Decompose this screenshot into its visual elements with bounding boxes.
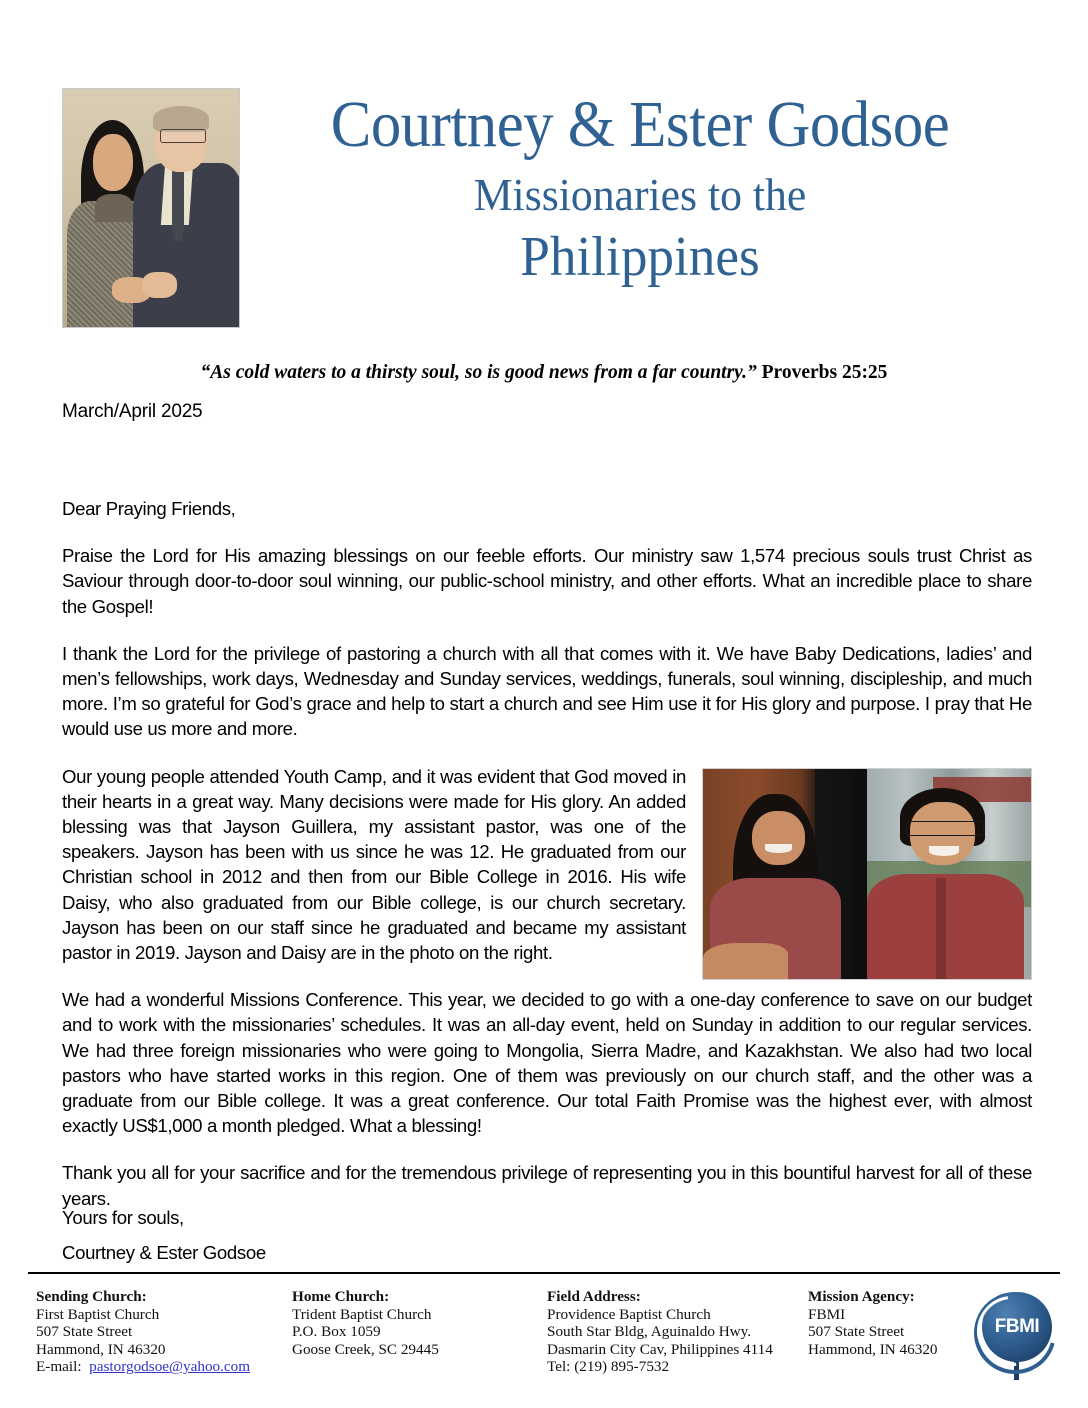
- missionary-couple-photo: [62, 88, 240, 328]
- sending-church-line-1: First Baptist Church: [36, 1305, 160, 1323]
- verse-reference: Proverbs 25:25: [761, 362, 888, 383]
- paragraph-5: Thank you all for your sacrifice and for the tremendous privilege of representing you in this bountiful harvest for all of these years.: [62, 1162, 1032, 1209]
- email-link[interactable]: pastorgodsoe@yahoo.com: [89, 1358, 251, 1376]
- paragraph-3: Our young people attended Youth Camp, and it was evident that God moved in their hearts in a great way. Many decisions were made for His glory. An added blessing was that Jayson Guillera, my assistant pastor, was one of the speakers. Jayson has been with us since he was 12. He graduated from our Christian school in 2012 and then from our Bible College in 2016. His wife Daisy, who also graduated from our Bible college, is our church secretary. Jayson has been on our staff since he graduated and became my assistant pastor in 2019. Jayson and Daisy are in the photo on the right.: [62, 765, 686, 964]
- missionaries-subtitle: Missionaries to the: [473, 169, 807, 220]
- home-church-line-2: P.O. Box 1059: [292, 1323, 381, 1341]
- paragraph-2: I thank the Lord for the privilege of pastoring a church with all that comes with it. We have Baby Dedications, ladies’ and men’s fellowships, work days, Wednesday and Sunday services, weddings, funerals, soul winning, discipleship, and much more. I’m so grateful for God’s grace and help to start a church and see Him use it for His glory and purpose. I pray that He would use us more and more.: [62, 642, 1032, 740]
- letter-date: March/April 2025: [62, 401, 203, 422]
- footer-divider: [28, 1272, 1060, 1274]
- footer-column-mission-agency: [808, 1288, 988, 1358]
- footer-column-sending-church: [36, 1288, 291, 1376]
- sending-church-heading: Sending Church:: [36, 1288, 147, 1305]
- letter-body: [62, 496, 1032, 1233]
- footer-column-field-address: [547, 1288, 807, 1376]
- missionary-names-title: Courtney & Ester Godsoe: [330, 88, 950, 161]
- home-church-line-1: Trident Baptist Church: [292, 1305, 432, 1323]
- field-address-line-1: Providence Baptist Church: [547, 1305, 711, 1323]
- scripture-verse: [0, 361, 1088, 385]
- country-title: Philippines: [520, 226, 760, 288]
- field-address-line-2: South Star Bldg, Aguinaldo Hwy.: [547, 1323, 752, 1341]
- mission-agency-line-2: 507 State Street: [808, 1323, 905, 1341]
- letterhead-titles: [240, 90, 1040, 288]
- field-address-line-3: Dasmarin City Cav, Philippines 4114: [547, 1340, 773, 1358]
- signature-name: Courtney & Ester Godsoe: [62, 1242, 266, 1264]
- sign-off: Yours for souls,: [62, 1207, 184, 1228]
- salutation: Dear Praying Friends,: [62, 498, 236, 519]
- mission-agency-line-1: FBMI: [808, 1305, 846, 1323]
- footer-addresses: [0, 1288, 1088, 1398]
- footer-column-home-church: [292, 1288, 542, 1358]
- email-label: E-mail:: [36, 1358, 82, 1376]
- field-address-heading: Field Address:: [547, 1288, 641, 1305]
- field-address-phone: Tel: (219) 895-7532: [547, 1358, 670, 1376]
- fbmi-logo-text: FBMI: [994, 1316, 1040, 1337]
- jayson-and-daisy-photo: [702, 768, 1032, 980]
- letter-closing: [62, 1205, 1032, 1275]
- fbmi-logo-icon: [972, 1288, 1054, 1380]
- sending-church-email-row: [36, 1358, 291, 1376]
- letterhead: [0, 0, 1088, 345]
- paragraph-1: Praise the Lord for His amazing blessings on our feeble efforts. Our ministry saw 1,574 precious souls trust Christ as Saviour through door-to-door soul winning, our public-school ministry, and other efforts. What an incredible place to share the Gospel!: [62, 545, 1032, 617]
- sending-church-line-2: 507 State Street: [36, 1323, 133, 1341]
- verse-quote: “As cold waters to a thirsty soul, so is good news from a far country.”: [200, 362, 757, 383]
- mission-agency-heading: Mission Agency:: [808, 1288, 915, 1305]
- home-church-heading: Home Church:: [292, 1288, 390, 1305]
- paragraph-4: We had a wonderful Missions Conference. This year, we decided to go with a one-day conference to save on our budget and to work with the missionaries’ schedules. It was an all-day event, held on Sunday in addition to our regular services. We had three foreign missionaries who were going to Mongolia, Sierra Madre, and Kazakhstan. We also had two local pastors who have started works in this region. One of them was previously on our church staff, and the other was a graduate from our Bible college. It was a great conference. Our total Faith Promise was the highest ever, with almost exactly US$1,000 a month pledged. What a blessing!: [62, 989, 1032, 1137]
- mission-agency-line-3: Hammond, IN 46320: [808, 1340, 938, 1358]
- sending-church-line-3: Hammond, IN 46320: [36, 1340, 166, 1358]
- home-church-line-3: Goose Creek, SC 29445: [292, 1340, 439, 1358]
